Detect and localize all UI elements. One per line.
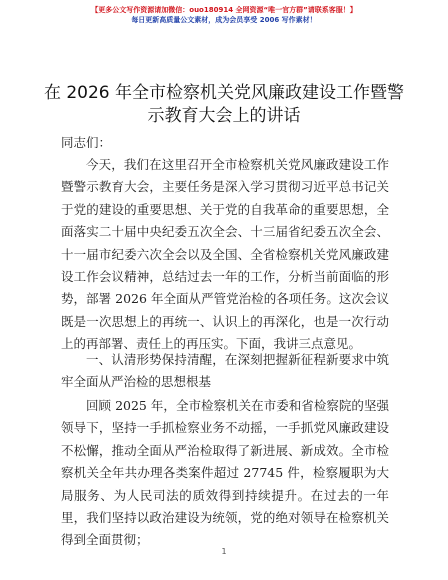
- header-banner: [0, 5, 448, 25]
- section-heading-1: 一、认清形势保持清醒，在深刻把握新征程新要求中筑牢全面从严治检的思想根基: [61, 352, 389, 389]
- body-paragraph-intro: 今天，我们在这里召开全市检察机关党风廉政建设工作暨警示教育大会，主要任务是深入学习贯彻习近平总书记关于党的建设的重要思想、关于党的自我革命的重要思想，全面落实二十届中央纪委五次全会、十三届省纪委五次全会、十一届市纪委六次全会以及全国、全省检察机关党风廉政建设工作会议精神，总结过去一年的工作，分析当前面临的形势，部署 2026 年全面从严管党治检的各项任务。这次会议既是一次思想上的再统一、认识上的再深化，也是一次行动上的再部署、责任上的再压实。下面，我讲三点意见。: [61, 157, 389, 352]
- salutation: 同志们：: [61, 135, 112, 150]
- banner-update-line: 每日更新高质量公文素材，成为会员享受 2006 写作素材！: [131, 16, 317, 24]
- body-paragraph-review: 回顾 2025 年，全市检察机关在市委和省检察院的坚强领导下，坚持一手抓检察业务不动摇，一手抓党风廉政建设不松懈，推动全面从严治检取得了新进展、新成效。全市检察机关全年共办理各类案件超过 27745 件，检察履职为大局服务、为人民司法的质效得到持续提升。在过去的一年里，我们坚持以政治建设为统领，党的绝对领导在检察机关得到全面贯彻；: [61, 398, 389, 548]
- banner-promo-line: 【更多公文写作资源请加微信：ouo180914 全网资源“唯一官方群”请联系客服！】: [91, 6, 357, 14]
- document-title: 在 2026 年全市检察机关党风廉政建设工作暨警示教育大会上的讲话: [43, 83, 405, 126]
- page-number: 1: [221, 547, 227, 556]
